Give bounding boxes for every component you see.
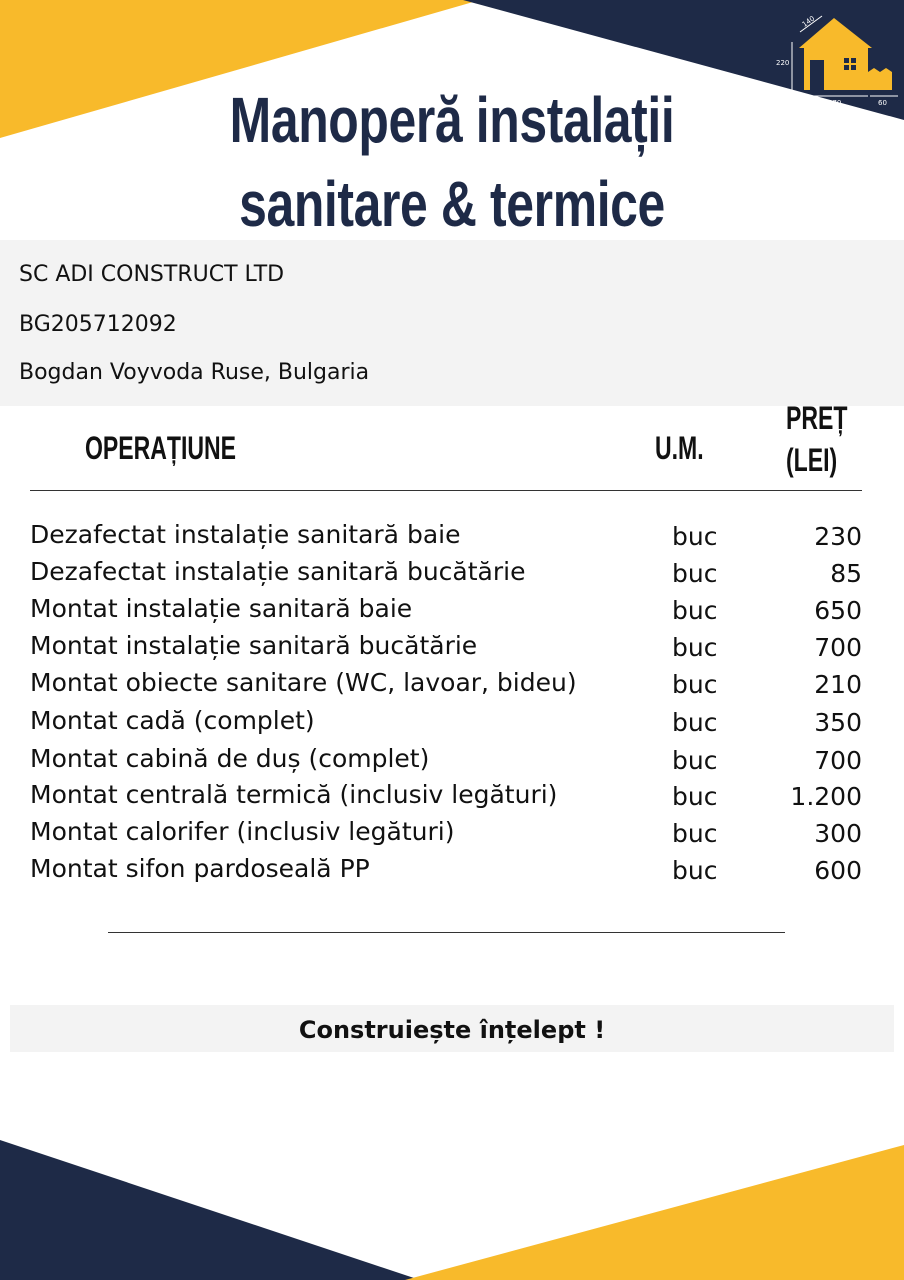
row-price: 230 xyxy=(814,522,862,551)
column-header-operation: OPERAȚIUNE xyxy=(85,430,237,466)
page-title-line1: Manoperă instalații xyxy=(229,84,675,156)
row-operation: Dezafectat instalație sanitară bucătărie xyxy=(30,557,526,586)
row-um: buc xyxy=(672,559,718,588)
row-price: 1.200 xyxy=(790,782,862,811)
table-row xyxy=(0,631,904,667)
bottom-yellow-band xyxy=(405,1145,904,1280)
bottom-navy-band xyxy=(0,1140,420,1280)
row-um: buc xyxy=(672,522,718,551)
table-row xyxy=(0,594,904,630)
row-price: 700 xyxy=(814,633,862,662)
row-price: 300 xyxy=(814,819,862,848)
company-address: Bogdan Voyvoda Ruse, Bulgaria xyxy=(19,360,370,385)
table-bottom-divider xyxy=(108,932,785,933)
row-price: 210 xyxy=(814,670,862,699)
row-operation: Montat cabină de duș (complet) xyxy=(30,744,430,773)
row-price: 350 xyxy=(814,708,862,737)
logo-dim-side: 60 xyxy=(878,99,887,107)
header-divider xyxy=(30,490,862,491)
table-row xyxy=(0,668,904,704)
logo-dim-width: 370 xyxy=(828,99,842,107)
row-operation: Montat instalație sanitară bucătărie xyxy=(30,631,478,660)
row-um: buc xyxy=(672,670,718,699)
row-price: 85 xyxy=(830,559,862,588)
row-price: 700 xyxy=(814,746,862,775)
table-row xyxy=(0,817,904,853)
row-operation: Montat calorifer (inclusiv legături) xyxy=(30,817,455,846)
table-row xyxy=(0,744,904,780)
row-um: buc xyxy=(672,596,718,625)
table-row xyxy=(0,706,904,742)
logo-dim-height: 220 xyxy=(776,59,790,67)
company-info-panel xyxy=(0,240,904,406)
page-title xyxy=(99,78,804,246)
row-operation: Montat instalație sanitară baie xyxy=(30,594,413,623)
row-operation: Montat obiecte sanitare (WC, lavoar, bideu) xyxy=(30,668,577,697)
column-header-price xyxy=(786,397,847,481)
row-um: buc xyxy=(672,633,718,662)
row-um: buc xyxy=(672,819,718,848)
table-row xyxy=(0,520,904,556)
column-header-price-line2: (LEI) xyxy=(786,442,838,478)
footer-slogan: Construiește înțelept ! xyxy=(298,1016,606,1044)
table-row xyxy=(0,854,904,890)
company-vat: BG205712092 xyxy=(19,312,177,337)
row-um: buc xyxy=(672,856,718,885)
row-um: buc xyxy=(672,746,718,775)
row-operation: Montat sifon pardoseală PP xyxy=(30,854,370,883)
table-row xyxy=(0,557,904,593)
table-row xyxy=(0,780,904,816)
page-title-line2: sanitare & termice xyxy=(239,168,665,240)
row-operation: Dezafectat instalație sanitară baie xyxy=(30,520,461,549)
row-price: 600 xyxy=(814,856,862,885)
row-operation: Montat cadă (complet) xyxy=(30,706,315,735)
row-um: buc xyxy=(672,782,718,811)
row-operation: Montat centrală termică (inclusiv legături) xyxy=(30,780,558,809)
row-um: buc xyxy=(672,708,718,737)
company-name: SC ADI CONSTRUCT LTD xyxy=(19,262,285,287)
column-header-price-line1: PREȚ xyxy=(786,400,848,436)
logo-dim-roof: 140 xyxy=(800,14,817,29)
row-price: 650 xyxy=(814,596,862,625)
column-header-um: U.M. xyxy=(655,430,704,466)
